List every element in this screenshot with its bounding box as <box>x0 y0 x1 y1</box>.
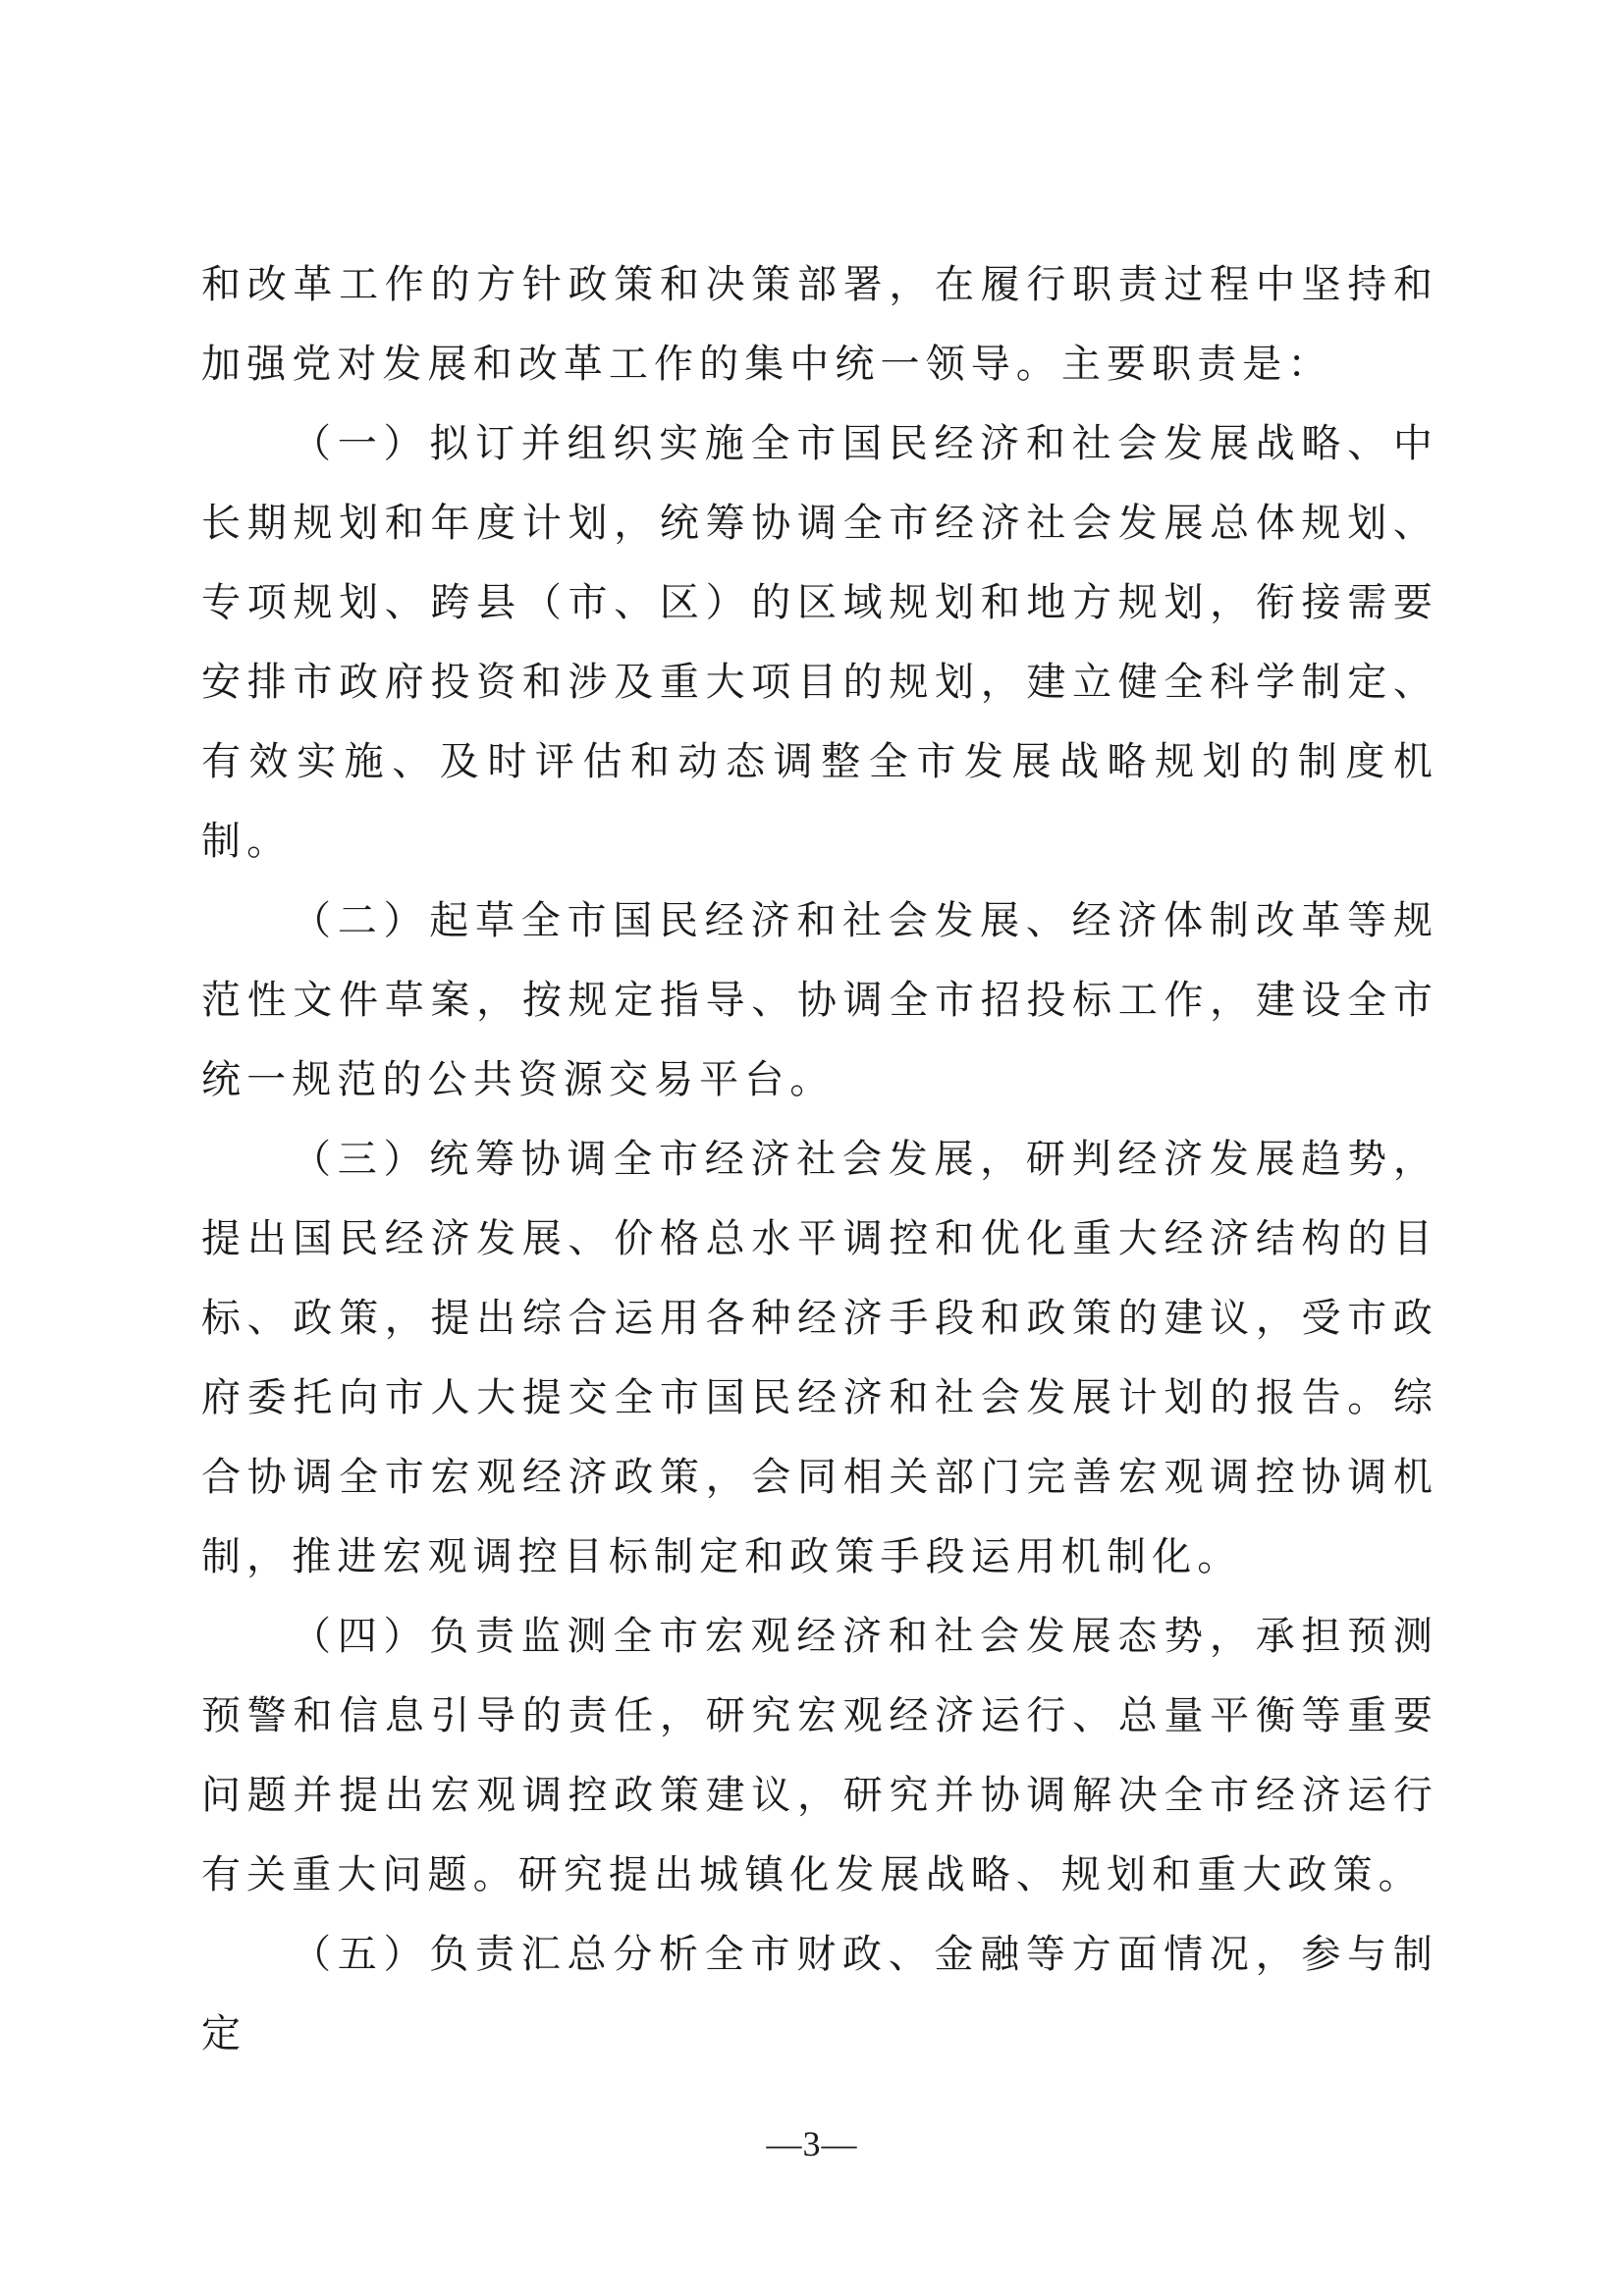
paragraph-duty-2: （二）起草全市国民经济和社会发展、经济体制改革等规范性文件草案，按规定指导、协调全市招投标工作，建设全市统一规范的公共资源交易平台。 <box>201 898 1438 1102</box>
paragraph-duty-3: （三）统筹协调全市经济社会发展，研判经济发展趋势，提出国民经济发展、价格总水平调控和优化重大经济结构的目标、政策，提出综合运用各种经济手段和政策的建议，受市政府委托向市人大提交全市国民经济和社会发展计划的报告。综合协调全市宏观经济政策，会同相关部门完善宏观调控协调机制，推进宏观调控目标制定和政策手段运用机制化。 <box>201 1137 1438 1579</box>
paragraph-duty-4: （四）负责监测全市宏观经济和社会发展态势，承担预测预警和信息引导的责任，研究宏观经济运行、总量平衡等重要问题并提出宏观调控政策建议，研究并协调解决全市经济运行有关重大问题。研究提出城镇化发展战略、规划和重大政策。 <box>201 1614 1438 1897</box>
paragraph-continuation: 和改革工作的方针政策和决策部署，在履行职责过程中坚持和加强党对发展和改革工作的集中统一领导。主要职责是： <box>201 262 1438 387</box>
page-number: —3— <box>766 2124 858 2163</box>
paragraph-duty-5: （五）负责汇总分析全市财政、金融等方面情况，参与制定 <box>201 1932 1438 2056</box>
paragraph-duty-1: （一）拟订并组织实施全市国民经济和社会发展战略、中长期规划和年度计划，统筹协调全市经济社会发展总体规划、专项规划、跨县（市、区）的区域规划和地方规划，衔接需要安排市政府投资和涉及重大项目的规划，建立健全科学制定、有效实施、及时评估和动态调整全市发展战略规划的制度机制。 <box>201 421 1438 864</box>
document-body <box>201 245 1438 2074</box>
